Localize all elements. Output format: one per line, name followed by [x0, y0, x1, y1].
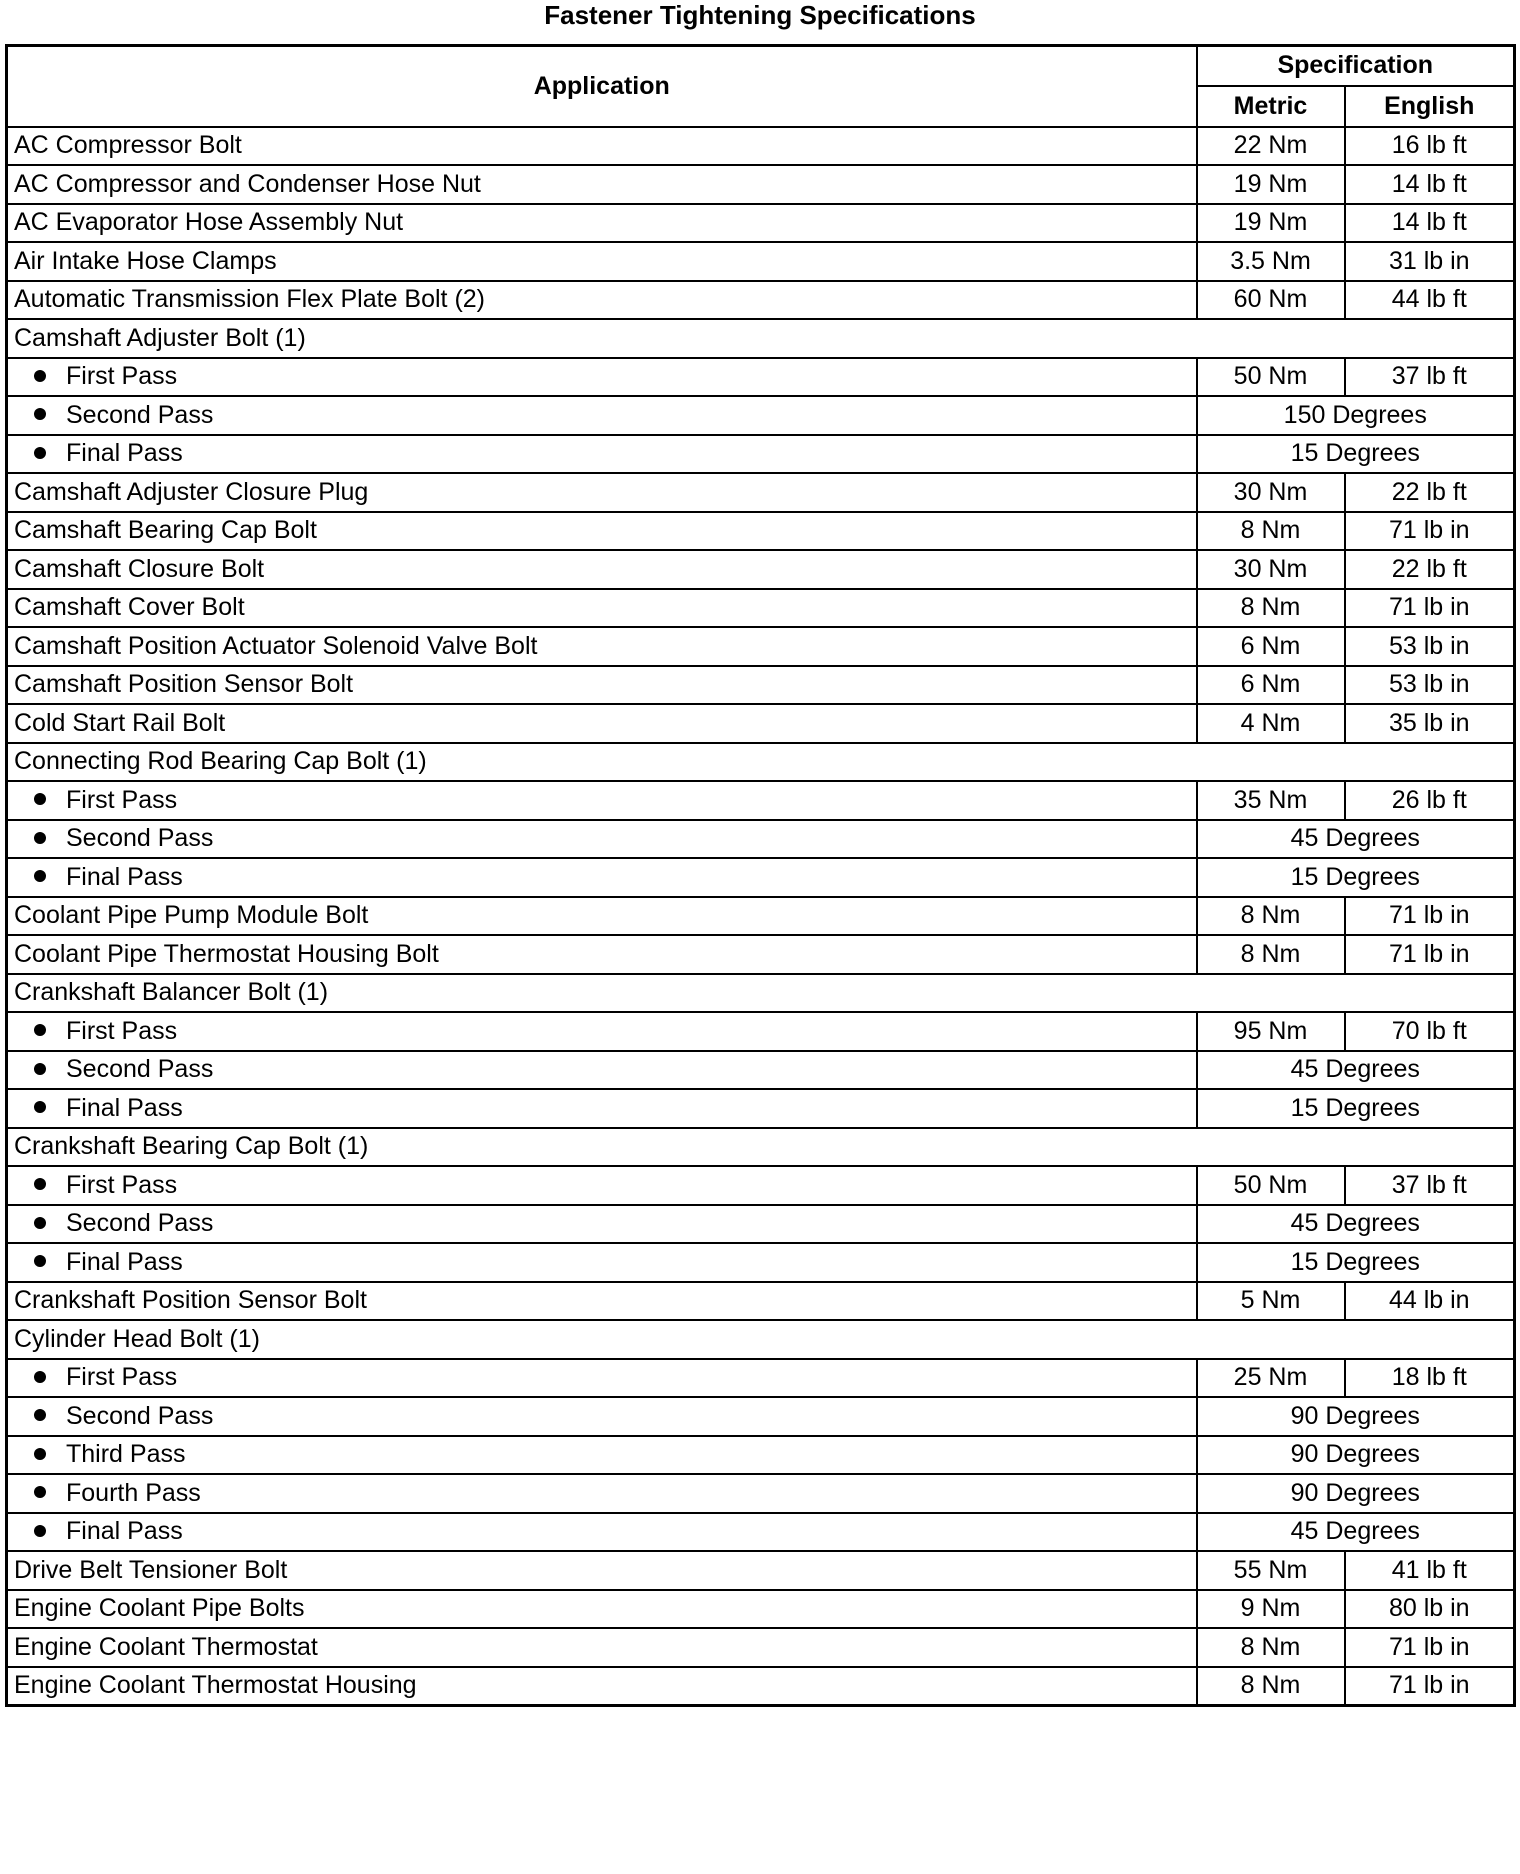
sub-step-label: First Pass: [66, 362, 178, 391]
bullet-icon: [34, 1448, 46, 1460]
table-row: [7, 666, 1515, 705]
table-row: [7, 1320, 1515, 1359]
english-cell: 53 lb in: [1345, 627, 1515, 666]
bullet-icon: [34, 370, 46, 382]
spec-angle-cell: 15 Degrees: [1197, 1089, 1515, 1128]
english-cell: 53 lb in: [1345, 666, 1515, 705]
application-cell: Coolant Pipe Thermostat Housing Bolt: [7, 935, 1197, 974]
metric-cell: 50 Nm: [1197, 1166, 1345, 1205]
english-cell: 35 lb in: [1345, 704, 1515, 743]
sub-step-label: First Pass: [66, 1170, 178, 1199]
metric-cell: 60 Nm: [1197, 281, 1345, 320]
sub-step-cell: [7, 396, 1197, 435]
spec-angle-cell: 15 Degrees: [1197, 1243, 1515, 1282]
metric-cell: 30 Nm: [1197, 550, 1345, 589]
spec-angle-cell: 150 Degrees: [1197, 396, 1515, 435]
metric-cell: 3.5 Nm: [1197, 242, 1345, 281]
application-cell: Camshaft Bearing Cap Bolt: [7, 512, 1197, 551]
table-row: [7, 1166, 1515, 1205]
bullet-icon: [34, 447, 46, 459]
metric-cell: 9 Nm: [1197, 1590, 1345, 1629]
application-header: Application: [7, 46, 1197, 127]
table-row: [7, 165, 1515, 204]
table-row: [7, 319, 1515, 358]
sub-step-cell: [7, 1436, 1197, 1475]
english-cell: 71 lb in: [1345, 1667, 1515, 1706]
metric-cell: 25 Nm: [1197, 1359, 1345, 1398]
table-row: [7, 358, 1515, 397]
spec-angle-cell: 45 Degrees: [1197, 820, 1515, 859]
application-cell: Drive Belt Tensioner Bolt: [7, 1551, 1197, 1590]
spec-angle-cell: 45 Degrees: [1197, 1205, 1515, 1244]
table-row: [7, 1590, 1515, 1629]
english-cell: 71 lb in: [1345, 512, 1515, 551]
bullet-icon: [34, 832, 46, 844]
english-cell: 71 lb in: [1345, 1628, 1515, 1667]
group-heading-cell: Crankshaft Bearing Cap Bolt (1): [7, 1128, 1515, 1167]
table-row: [7, 820, 1515, 859]
sub-step-cell: [7, 1359, 1197, 1398]
sub-step-cell: [7, 435, 1197, 474]
table-row: [7, 1282, 1515, 1321]
metric-cell: 8 Nm: [1197, 512, 1345, 551]
sub-step-label: First Pass: [66, 1363, 178, 1392]
bullet-icon: [34, 1409, 46, 1421]
table-row: [7, 127, 1515, 166]
bullet-icon: [34, 1024, 46, 1036]
table-row: [7, 1474, 1515, 1513]
english-cell: 16 lb ft: [1345, 127, 1515, 166]
application-cell: Air Intake Hose Clamps: [7, 242, 1197, 281]
sub-step-label: Second Pass: [66, 1055, 214, 1084]
spec-angle-cell: 90 Degrees: [1197, 1436, 1515, 1475]
sub-step-label: Second Pass: [66, 400, 214, 429]
spec-table-body: [7, 127, 1515, 1706]
group-heading-cell: Crankshaft Balancer Bolt (1): [7, 974, 1515, 1013]
table-row: [7, 512, 1515, 551]
bullet-icon: [34, 1371, 46, 1383]
group-heading-cell: Connecting Rod Bearing Cap Bolt (1): [7, 743, 1515, 782]
application-cell: Camshaft Position Actuator Solenoid Valve Bolt: [7, 627, 1197, 666]
table-row: [7, 281, 1515, 320]
sub-step-cell: [7, 1474, 1197, 1513]
table-row: [7, 1667, 1515, 1706]
sub-step-cell: [7, 1205, 1197, 1244]
spec-angle-cell: 90 Degrees: [1197, 1397, 1515, 1436]
table-row: [7, 1012, 1515, 1051]
spec-angle-cell: 45 Degrees: [1197, 1513, 1515, 1552]
bullet-icon: [34, 1255, 46, 1267]
metric-cell: 35 Nm: [1197, 781, 1345, 820]
metric-cell: 8 Nm: [1197, 897, 1345, 936]
bullet-icon: [34, 793, 46, 805]
sub-step-label: First Pass: [66, 785, 178, 814]
sub-step-label: Final Pass: [66, 1517, 183, 1546]
english-cell: 71 lb in: [1345, 589, 1515, 628]
spec-angle-cell: 15 Degrees: [1197, 858, 1515, 897]
table-row: [7, 1359, 1515, 1398]
metric-cell: 6 Nm: [1197, 627, 1345, 666]
table-row: [7, 781, 1515, 820]
sub-step-cell: [7, 858, 1197, 897]
table-row: [7, 1436, 1515, 1475]
bullet-icon: [34, 1178, 46, 1190]
bullet-icon: [34, 1101, 46, 1113]
english-cell: 14 lb ft: [1345, 165, 1515, 204]
group-heading-cell: Camshaft Adjuster Bolt (1): [7, 319, 1515, 358]
table-row: [7, 473, 1515, 512]
metric-cell: 5 Nm: [1197, 1282, 1345, 1321]
table-row: [7, 550, 1515, 589]
table-row: [7, 1551, 1515, 1590]
table-row: [7, 1089, 1515, 1128]
sub-step-cell: [7, 820, 1197, 859]
metric-header: Metric: [1197, 86, 1345, 127]
table-row: [7, 743, 1515, 782]
spec-angle-cell: 90 Degrees: [1197, 1474, 1515, 1513]
metric-cell: 55 Nm: [1197, 1551, 1345, 1590]
sub-step-label: Final Pass: [66, 1093, 183, 1122]
bullet-icon: [34, 408, 46, 420]
application-cell: Engine Coolant Thermostat Housing: [7, 1667, 1197, 1706]
application-cell: Engine Coolant Pipe Bolts: [7, 1590, 1197, 1629]
sub-step-label: Fourth Pass: [66, 1478, 201, 1507]
spec-angle-cell: 45 Degrees: [1197, 1051, 1515, 1090]
table-row: [7, 589, 1515, 628]
english-cell: 71 lb in: [1345, 935, 1515, 974]
metric-cell: 22 Nm: [1197, 127, 1345, 166]
table-row: [7, 1205, 1515, 1244]
table-row: [7, 974, 1515, 1013]
sub-step-cell: [7, 1397, 1197, 1436]
application-cell: Camshaft Cover Bolt: [7, 589, 1197, 628]
table-row: [7, 242, 1515, 281]
english-cell: 80 lb in: [1345, 1590, 1515, 1629]
english-cell: 31 lb in: [1345, 242, 1515, 281]
sub-step-cell: [7, 1166, 1197, 1205]
sub-step-label: Final Pass: [66, 439, 183, 468]
table-row: [7, 935, 1515, 974]
table-row: [7, 396, 1515, 435]
sub-step-cell: [7, 781, 1197, 820]
table-row: [7, 1243, 1515, 1282]
bullet-icon: [34, 1486, 46, 1498]
table-row: [7, 1628, 1515, 1667]
sub-step-label: Final Pass: [66, 1247, 183, 1276]
application-cell: Coolant Pipe Pump Module Bolt: [7, 897, 1197, 936]
english-cell: 22 lb ft: [1345, 550, 1515, 589]
english-cell: 71 lb in: [1345, 897, 1515, 936]
application-cell: Camshaft Closure Bolt: [7, 550, 1197, 589]
metric-cell: 19 Nm: [1197, 204, 1345, 243]
metric-cell: 8 Nm: [1197, 1667, 1345, 1706]
sub-step-cell: [7, 358, 1197, 397]
metric-cell: 8 Nm: [1197, 589, 1345, 628]
sub-step-label: Third Pass: [66, 1440, 186, 1469]
sub-step-cell: [7, 1012, 1197, 1051]
sub-step-cell: [7, 1513, 1197, 1552]
application-cell: Engine Coolant Thermostat: [7, 1628, 1197, 1667]
sub-step-cell: [7, 1051, 1197, 1090]
metric-cell: 6 Nm: [1197, 666, 1345, 705]
metric-cell: 8 Nm: [1197, 935, 1345, 974]
specification-header: Specification: [1197, 46, 1515, 86]
table-row: [7, 897, 1515, 936]
application-cell: AC Evaporator Hose Assembly Nut: [7, 204, 1197, 243]
english-cell: 37 lb ft: [1345, 358, 1515, 397]
fastener-spec-table: [5, 44, 1516, 1707]
sub-step-label: Second Pass: [66, 824, 214, 853]
sub-step-label: Second Pass: [66, 1209, 214, 1238]
english-cell: 44 lb ft: [1345, 281, 1515, 320]
page-title: Fastener Tightening Specifications: [544, 0, 976, 30]
english-cell: 44 lb in: [1345, 1282, 1515, 1321]
application-cell: AC Compressor and Condenser Hose Nut: [7, 165, 1197, 204]
application-cell: Camshaft Adjuster Closure Plug: [7, 473, 1197, 512]
table-row: [7, 1128, 1515, 1167]
english-cell: 41 lb ft: [1345, 1551, 1515, 1590]
english-cell: 22 lb ft: [1345, 473, 1515, 512]
english-cell: 14 lb ft: [1345, 204, 1515, 243]
english-cell: 70 lb ft: [1345, 1012, 1515, 1051]
spec-angle-cell: 15 Degrees: [1197, 435, 1515, 474]
english-cell: 18 lb ft: [1345, 1359, 1515, 1398]
english-cell: 37 lb ft: [1345, 1166, 1515, 1205]
sub-step-label: Second Pass: [66, 1401, 214, 1430]
table-row: [7, 704, 1515, 743]
bullet-icon: [34, 1525, 46, 1537]
application-cell: Automatic Transmission Flex Plate Bolt (2): [7, 281, 1197, 320]
application-cell: Camshaft Position Sensor Bolt: [7, 666, 1197, 705]
application-cell: Cold Start Rail Bolt: [7, 704, 1197, 743]
bullet-icon: [34, 1063, 46, 1075]
english-header: English: [1345, 86, 1515, 127]
metric-cell: 19 Nm: [1197, 165, 1345, 204]
sub-step-label: First Pass: [66, 1016, 178, 1045]
sub-step-label: Final Pass: [66, 862, 183, 891]
english-cell: 26 lb ft: [1345, 781, 1515, 820]
table-row: [7, 204, 1515, 243]
table-row: [7, 435, 1515, 474]
table-row: [7, 1051, 1515, 1090]
sub-step-cell: [7, 1243, 1197, 1282]
bullet-icon: [34, 870, 46, 882]
metric-cell: 95 Nm: [1197, 1012, 1345, 1051]
application-cell: AC Compressor Bolt: [7, 127, 1197, 166]
table-row: [7, 858, 1515, 897]
metric-cell: 50 Nm: [1197, 358, 1345, 397]
application-cell: Crankshaft Position Sensor Bolt: [7, 1282, 1197, 1321]
bullet-icon: [34, 1217, 46, 1229]
group-heading-cell: Cylinder Head Bolt (1): [7, 1320, 1515, 1359]
metric-cell: 4 Nm: [1197, 704, 1345, 743]
sub-step-cell: [7, 1089, 1197, 1128]
metric-cell: 30 Nm: [1197, 473, 1345, 512]
table-row: [7, 627, 1515, 666]
table-row: [7, 1397, 1515, 1436]
metric-cell: 8 Nm: [1197, 1628, 1345, 1667]
table-row: [7, 1513, 1515, 1552]
